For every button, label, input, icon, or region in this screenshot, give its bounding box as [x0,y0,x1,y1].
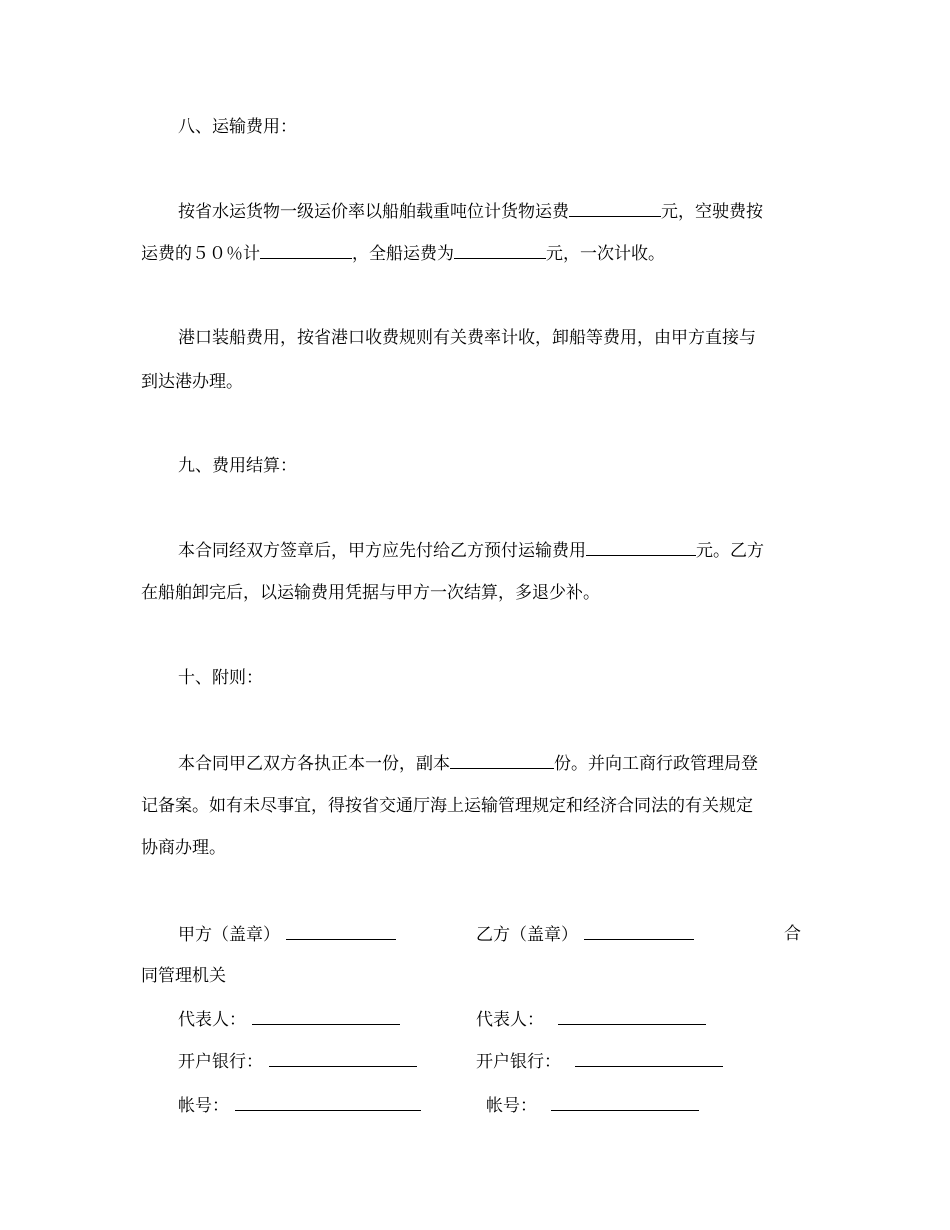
section-9-paragraph-1-line-1: 本合同经双方签章后，甲方应先付给乙方预付运输费用 元。乙方 [178,541,764,561]
section-8-heading: 八、运输费用： [178,117,297,137]
party-b-account-row: 帐号： [486,1094,699,1117]
freight-amount-blank[interactable] [569,200,661,217]
section-8-paragraph-1-line-2: 运费的５０％计 ，全船运费为 元，一次计收。 [141,244,665,264]
section-10-paragraph-1-line-1: 本合同甲乙双方各执正本一份，副本 份。并向工商行政管理局登 [178,754,758,774]
party-a-representative-row: 代表人： [178,1008,400,1031]
contract-mgmt-label-start: 合 [784,924,801,944]
copies-count-blank[interactable] [450,752,554,769]
party-a-account-row: 帐号： [178,1094,421,1117]
section-10-paragraph-1-line-2: 记备案。如有未尽事宜，得按省交通厅海上运输管理规定和经济合同法的有关规定 [141,796,753,816]
contract-mgmt-label-end: 同管理机关 [141,966,226,986]
party-b-seal-row: 乙方（盖章） [476,923,694,946]
party-b-representative-row: 代表人： [476,1008,706,1031]
party-b-account-blank[interactable] [551,1094,699,1111]
party-b-bank-row: 开户银行： [476,1050,723,1073]
party-b-bank-blank[interactable] [575,1050,723,1067]
party-a-seal-blank[interactable] [286,923,396,940]
party-b-representative-blank[interactable] [558,1008,706,1025]
section-9-heading: 九、费用结算： [178,456,297,476]
section-10-heading: 十、附则： [178,668,263,688]
prepaid-freight-blank[interactable] [586,539,696,556]
party-b-seal-blank[interactable] [584,923,694,940]
section-8-paragraph-2-line-2: 到达港办理。 [141,372,243,392]
party-a-account-blank[interactable] [235,1094,421,1111]
party-a-bank-row: 开户银行： [178,1050,417,1073]
empty-run-fee-blank[interactable] [260,242,352,259]
section-9-paragraph-1-line-2: 在船舶卸完后，以运输费用凭据与甲方一次结算，多退少补。 [141,583,600,603]
section-8-paragraph-1-line-1: 按省水运货物一级运价率以船舶载重吨位计货物运费 元，空驶费按 [178,202,763,222]
party-a-representative-blank[interactable] [252,1008,400,1025]
party-a-bank-blank[interactable] [269,1050,417,1067]
total-freight-blank[interactable] [454,242,546,259]
section-8-paragraph-2-line-1: 港口装船费用，按省港口收费规则有关费率计收，卸船等费用，由甲方直接与 [178,328,756,348]
section-10-paragraph-1-line-3: 协商办理。 [141,838,226,858]
party-a-seal-row: 甲方（盖章） [178,923,396,946]
